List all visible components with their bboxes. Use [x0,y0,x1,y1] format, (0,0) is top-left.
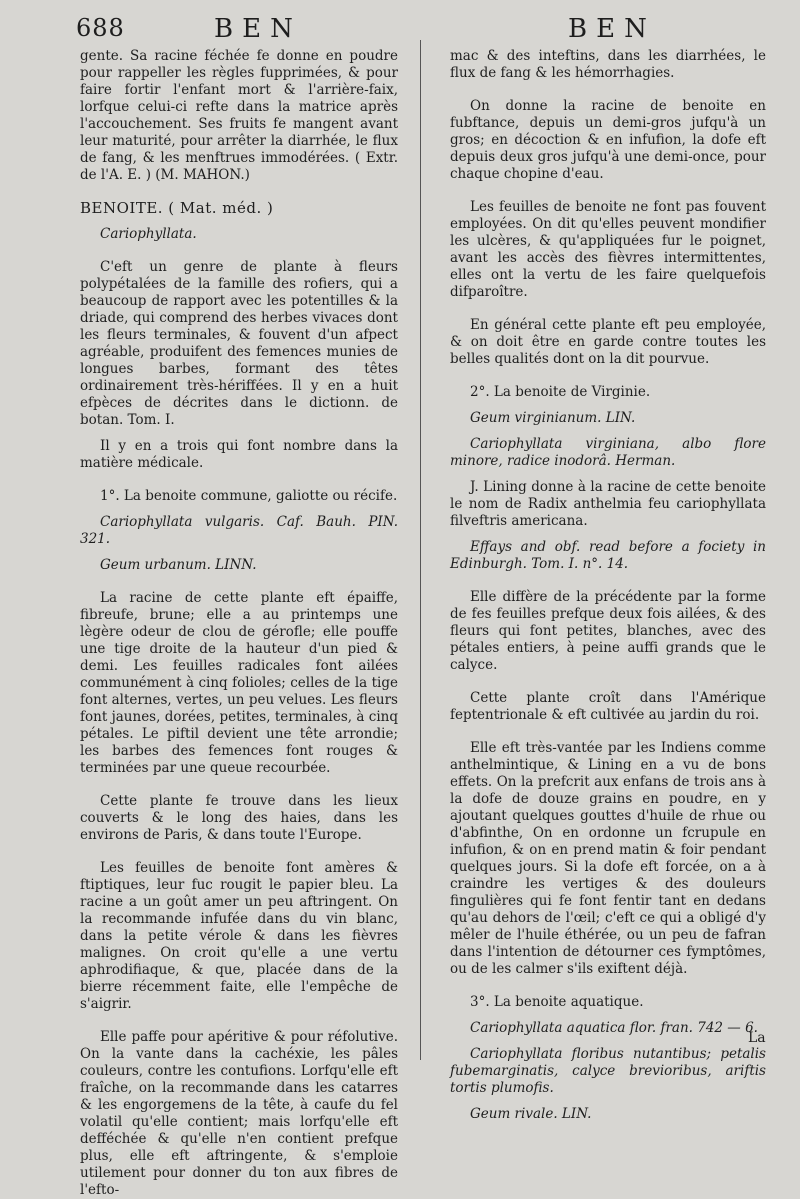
paragraph: On donne la racine de benoite en fubftance, depuis un demi-gros jufqu'à un gros; en décoction & en infufion, la dofe eft depuis deux gros jufqu'à une demi-once, pour chaque chopine d'eau. [450,98,766,182]
section-heading: BENOITE. ( Mat. méd. ) [80,199,274,217]
paragraph: C'eft un genre de plante à fleurs polypétalées de la famille des rofiers, qui a beaucoup de rapport avec les potentilles & la driade, qui comprend des herbes vivaces dont les fleurs terminales, & fouvent d'un afpect agréable, produifent des femences munies de longues barbes, formant des têtes ordinairement très-hériffées. Il y en a huit efpèces de décrites dans le dictionn. de botan. Tom. I. [80,259,398,428]
paragraph: Geum rivale. LIN. [470,1106,592,1122]
paragraph: 2°. La benoite de Virginie. [470,384,651,400]
paragraph: Cariophyllata virginiana, albo flore minore, radice inodorâ. Herman. [450,436,766,469]
running-title-right: BEN [568,14,656,44]
paragraph: J. Lining donne à la racine de cette benoite le nom de Radix anthelmia feu cariophyllata filveftris americana. [450,479,766,529]
paragraph: Geum urbanum. LINN. [100,557,257,573]
paragraph: Les feuilles de benoite font amères & ftiptiques, leur fuc rougit le papier bleu. La racine a un goût amer un peu aftringent. On la recommande infufée dans du vin blanc, dans la petite vérole & dans les fièvres malignes. On croit qu'elle a une vertu aphrodifiaque, & que, placée dans de la bierre récemment faite, elle l'empêche de s'aigrir. [80,860,398,1012]
paragraph: Effays and obf. read before a fociety in Edinburgh. Tom. I. n°. 14. [450,539,766,572]
paragraph: Elle paffe pour apéritive & pour réfolutive. On la vante dans la cachéxie, les pâles couleurs, contre les contufions. Lorfqu'elle eft fraîche, on la recommande dans les catarres & les engorgemens de la tête, à caufe du fel volatil qu'elle contient; mais lorfqu'elle eft defféchée & qu'elle n'en contient prefque plus, elle eft aftringente, & s'emploie utilement pour donner du ton aux fibres de l'efto- [80,1029,398,1198]
paragraph: La racine de cette plante eft épaiffe, fibreufe, brune; elle a au printemps une lègère odeur de clou de gérofle; elle pouffe une tige droite de la hauteur d'un pied & demi. Les feuilles radicales font ailées communément à cinq folioles; celles de la tige font alternes, vertes, un peu velues. Les fleurs font jaunes, dorées, petites, terminales, à cinq pétales. Le piftil devient une tête arrondie; les barbes des femences font rouges & terminées par une queue recourbée. [80,590,398,776]
left-column [80,48,398,1199]
paragraph: Cette plante fe trouve dans les lieux couverts & le long des haies, dans les environs de Paris, & dans toute l'Europe. [80,793,398,843]
paragraph: gente. Sa racine féchée fe donne en poudre pour rappeller les règles fupprimées, & pour faire fortir l'enfant mort & l'arrière-faix, lorfque celui-ci refte dans la matrice après l'accouchement. Ses fruits fe mangent avant leur maturité, pour arrêter la diarrhée, le flux de fang, & les menftrues immodérées. ( Extr. de l'A. E. ) (M. MAHON.) [80,48,398,183]
page-number: 688 [76,14,125,42]
paragraph: Cariophyllata. [100,226,197,242]
catchword: La [748,1030,766,1046]
paragraph: Les feuilles de benoite ne font pas fouvent employées. On dit qu'elles peuvent mondifier les ulcères, & qu'appliquées fur le poignet, avant les accès des fièvres intermittentes, elles ont la vertu de les faire quelquefois difparoître. [450,199,766,300]
paragraph: mac & des inteftins, dans les diarrhées, le flux de fang & les hémorrhagies. [450,48,766,81]
paragraph: Cariophyllata vulgaris. Caf. Bauh. PIN. 321. [80,514,398,547]
paragraph: Cariophyllata aquatica flor. fran. 742 — 6. [470,1020,758,1036]
paragraph: Il y en a trois qui font nombre dans la matière médicale. [80,438,398,471]
column-divider [420,40,421,1060]
right-column [450,48,766,1123]
paragraph: 3°. La benoite aquatique. [470,994,644,1010]
paragraph: Elle eft très-vantée par les Indiens comme anthelmintique, & Lining en a vu de bons effets. On la prefcrit aux enfans de trois ans à la dofe de douze grains en poudre, en y ajoutant quelques gouttes d'huile de rhue ou d'abfinthe, On en ordonne un fcrupule en infufion, & on en prend matin & foir pendant quelques jours. Si la dofe eft forcée, on a à craindre les vertiges & des douleurs fingulières qui fe font fentir tant en dedans qu'au dehors de l'œil; c'eft ce qui a obligé d'y mêler de l'huile éthérée, ou un peu de fafran dans l'intention de détourner ces fymptômes, ou de les calmer s'ils exiftent déjà. [450,740,766,977]
paragraph: Cariophyllata floribus nutantibus; petalis fubemarginatis, calyce brevioribus, ariftis tortis plumofis. [450,1046,766,1096]
paragraph: Cette plante croît dans l'Amérique feptentrionale & eft cultivée au jardin du roi. [450,690,766,723]
paragraph: En général cette plante eft peu employée, & on doit être en garde contre toutes les belles qualités dont on la dit pourvue. [450,317,766,367]
paragraph: Geum virginianum. LIN. [470,410,636,426]
paragraph: Elle diffère de la précédente par la forme de fes feuilles prefque deux fois ailées, & des fleurs qui font petites, blanches, avec des pétales entiers, à peine auffi grands que le calyce. [450,589,766,673]
paragraph: 1°. La benoite commune, galiotte ou récife. [100,488,398,504]
running-title-left: BEN [214,14,302,44]
